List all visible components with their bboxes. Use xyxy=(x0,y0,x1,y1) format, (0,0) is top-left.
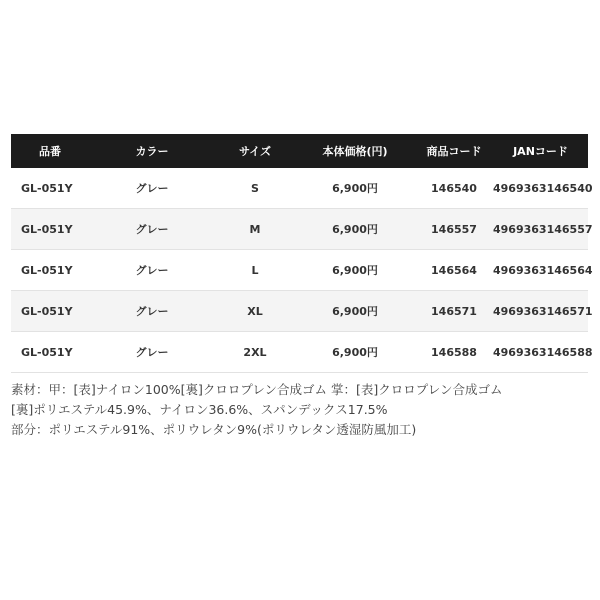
cell-price: 6,900円 xyxy=(295,250,415,291)
material-line: 部分：ポリエステル91%、ポリウレタン9%(ポリウレタン透湿防風加工) xyxy=(11,422,417,437)
cell-color: グレー xyxy=(89,291,215,332)
cell-jan-code: 4969363146540 xyxy=(493,168,588,209)
cell-color: グレー xyxy=(89,332,215,373)
cell-jan-code: 4969363146564 xyxy=(493,250,588,291)
cell-part-number: GL-051Y xyxy=(11,250,89,291)
header-size: サイズ xyxy=(215,134,295,168)
material-line: [裏]ポリエステル45.9%、ナイロン36.6%、スパンデックス17.5% xyxy=(11,402,388,417)
table-row xyxy=(11,168,588,209)
cell-size: 2XL xyxy=(215,332,295,373)
material-description xyxy=(11,380,591,440)
cell-part-number: GL-051Y xyxy=(11,168,89,209)
cell-part-number: GL-051Y xyxy=(11,209,89,250)
cell-price: 6,900円 xyxy=(295,332,415,373)
cell-size: L xyxy=(215,250,295,291)
cell-color: グレー xyxy=(89,209,215,250)
cell-size: XL xyxy=(215,291,295,332)
cell-price: 6,900円 xyxy=(295,168,415,209)
cell-price: 6,900円 xyxy=(295,291,415,332)
table-row xyxy=(11,291,588,332)
cell-jan-code: 4969363146557 xyxy=(493,209,588,250)
cell-color: グレー xyxy=(89,168,215,209)
cell-part-number: GL-051Y xyxy=(11,291,89,332)
header-color: カラー xyxy=(89,134,215,168)
cell-color: グレー xyxy=(89,250,215,291)
header-jan-code: JANコード xyxy=(493,134,588,168)
material-line: 素材：甲：[表]ナイロン100%[裏]クロロプレン合成ゴム 掌：[表]クロロプレン合成ゴム xyxy=(11,382,503,397)
table-row xyxy=(11,332,588,373)
cell-part-number: GL-051Y xyxy=(11,332,89,373)
header-part-number: 品番 xyxy=(11,134,89,168)
header-price: 本体価格(円) xyxy=(295,134,415,168)
cell-jan-code: 4969363146571 xyxy=(493,291,588,332)
header-product-code: 商品コード xyxy=(415,134,493,168)
cell-product-code: 146588 xyxy=(415,332,493,373)
spec-table xyxy=(11,134,593,373)
cell-product-code: 146571 xyxy=(415,291,493,332)
cell-product-code: 146557 xyxy=(415,209,493,250)
cell-size: S xyxy=(215,168,295,209)
table-row xyxy=(11,250,588,291)
table-header-row xyxy=(11,134,588,168)
table-row xyxy=(11,209,588,250)
cell-size: M xyxy=(215,209,295,250)
cell-price: 6,900円 xyxy=(295,209,415,250)
cell-product-code: 146564 xyxy=(415,250,493,291)
cell-product-code: 146540 xyxy=(415,168,493,209)
cell-jan-code: 4969363146588 xyxy=(493,332,588,373)
